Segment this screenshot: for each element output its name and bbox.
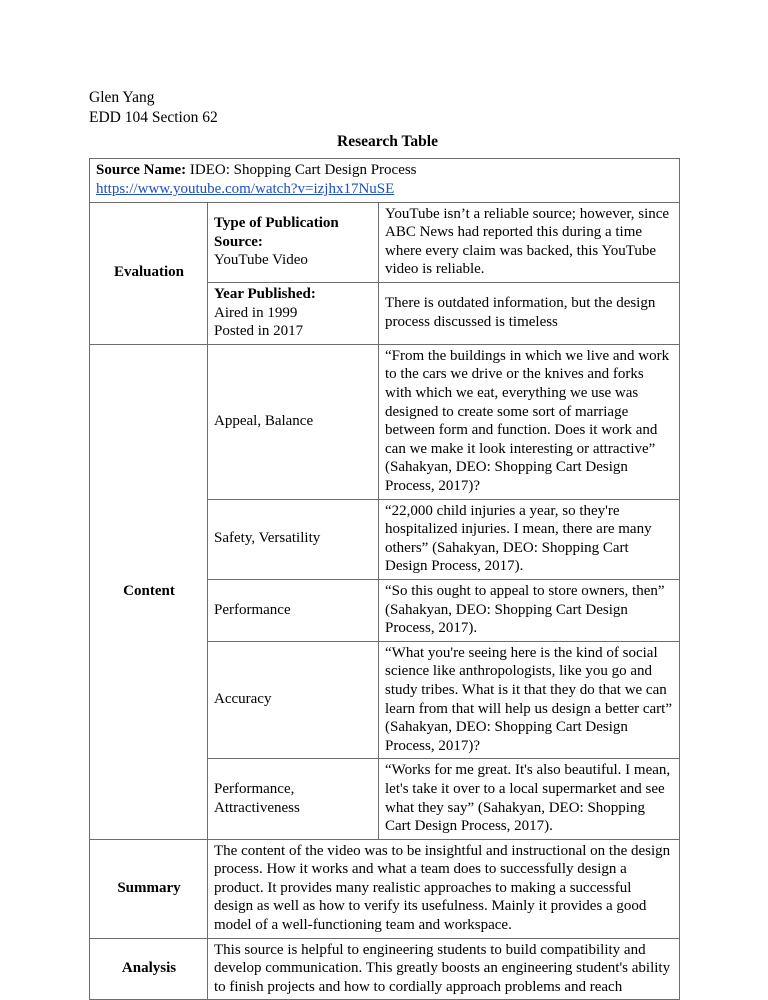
body-analysis: This source is helpful to engineering students to build compatibility and develop communication. This greatly boosts an engineering student's ability to finish projects and how to cordially approach problems and reach	[208, 938, 680, 1000]
body-summary: The content of the video was to be insightful and instructional on the design process. How it works and what a team does to successfully design a product. It provides many realistic approaches to making a successful design as well as how to verify its usefulness. Mainly it provides a good model of a well-functioning team and workspace.	[208, 839, 680, 938]
aspect-performance-attractiveness: Performance, Attractiveness	[208, 759, 379, 839]
aspect-title: Year Published:	[214, 285, 373, 304]
aspect-accuracy: Accuracy	[208, 641, 379, 759]
body-performance-attractiveness: “Works for me great. It's also beautiful. I mean, let's take it over to a local supermarket and see what they say” (Sahakyan, DEO: Shopping Cart Design Process, 2017).	[379, 759, 680, 839]
aspect-value-posted: Posted in 2017	[214, 322, 373, 341]
page-title: Research Table	[89, 132, 680, 152]
aspect-value-aired: Aired in 1999	[214, 304, 373, 323]
body-appeal-balance: “From the buildings in which we live and work to the cars we drive or the knives and forks with which we eat, everything we use was designed to create some sort of marriage between form and function. Does it work and can we make it look interesting or attractive” (Sahakyan, DEO: Shopping Cart Design Process, 2017)?	[379, 344, 680, 499]
aspect-safety-versatility: Safety, Versatility	[208, 499, 379, 579]
table-row-analysis	[90, 938, 680, 1000]
source-name-value: IDEO: Shopping Cart Design Process	[186, 162, 416, 178]
aspect-year-published	[208, 283, 379, 345]
body-accuracy: “What you're seeing here is the kind of social science like anthropologists, like you go and study tribes. What is it that they do that we can learn from that will help us design a better cart” (Sahakyan, DEO: Shopping Cart Design Process, 2017)?	[379, 641, 680, 759]
table-row-content-appeal	[90, 344, 680, 499]
body-safety-versatility: “22,000 child injuries a year, so they're hospitalized injuries. I mean, there are many others” (Sahakyan, DEO: Shopping Cart Design Process, 2017).	[379, 499, 680, 579]
aspect-performance: Performance	[208, 579, 379, 641]
body-publication-source: YouTube isn’t a reliable source; however, since ABC News had reported this during a time where every claim was backed, this YouTube video is reliable.	[379, 202, 680, 282]
course-line: EDD 104 Section 62	[89, 108, 680, 128]
section-label-analysis: Analysis	[90, 938, 208, 1000]
student-name: Glen Yang	[89, 88, 680, 108]
aspect-appeal-balance: Appeal, Balance	[208, 344, 379, 499]
aspect-title: Type of Publication Source:	[214, 214, 373, 251]
source-url-link[interactable]: https://www.youtube.com/watch?v=izjhx17NuSE	[96, 180, 674, 199]
body-year-published: There is outdated information, but the design process discussed is timeless	[379, 283, 680, 345]
source-name-cell	[90, 158, 680, 202]
aspect-publication-source	[208, 202, 379, 282]
section-label-summary: Summary	[90, 839, 208, 938]
research-table	[89, 158, 680, 1000]
table-row-source	[90, 158, 680, 202]
source-name-label: Source Name:	[96, 162, 186, 178]
body-performance: “So this ought to appeal to store owners, then” (Sahakyan, DEO: Shopping Cart Design Process, 2017).	[379, 579, 680, 641]
table-row-evaluation-publication	[90, 202, 680, 282]
section-label-evaluation: Evaluation	[90, 202, 208, 344]
section-label-content: Content	[90, 344, 208, 839]
table-row-summary	[90, 839, 680, 938]
aspect-value: YouTube Video	[214, 251, 373, 270]
